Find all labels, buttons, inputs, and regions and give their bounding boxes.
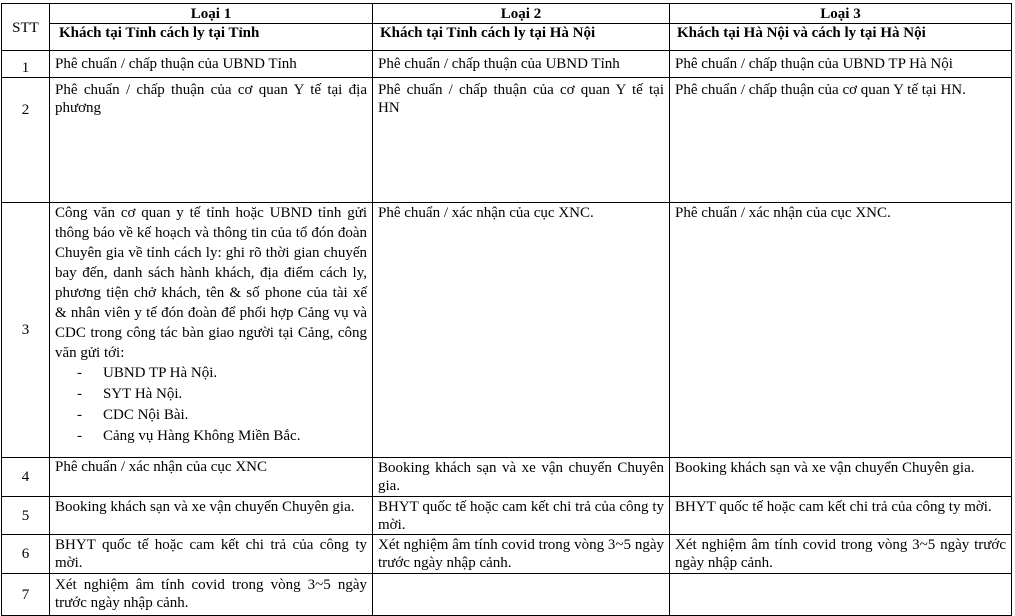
stt-cell: 2 [2, 78, 50, 203]
type-2-cell: BHYT quốc tế hoặc cam kết chi trả của công ty mời. [373, 497, 670, 535]
type-2-subtitle: Khách tại Tỉnh cách ly tại Hà Nội [373, 24, 670, 51]
type-3-cell: Phê chuẩn / chấp thuận của UBND TP Hà Nội [670, 51, 1012, 78]
table-row [2, 574, 1012, 616]
type-3-cell: BHYT quốc tế hoặc cam kết chi trả của công ty mời. [670, 497, 1012, 535]
type-1-cell [50, 203, 373, 458]
recipient-list [55, 363, 367, 447]
type-3-cell [670, 574, 1012, 616]
type-2-cell [373, 574, 670, 616]
list-item: - CDC Nội Bài. [77, 405, 367, 426]
table-row [2, 78, 1012, 203]
list-item: - Cảng vụ Hàng Không Miền Bắc. [77, 426, 367, 447]
type-2-cell: Phê chuẩn / chấp thuận của UBND Tỉnh [373, 51, 670, 78]
type-2-cell: Booking khách sạn và xe vận chuyển Chuyên gia. [373, 458, 670, 497]
type-1-cell: Booking khách sạn và xe vận chuyển Chuyên gia. [50, 497, 373, 535]
type-1-cell: Phê chuẩn / chấp thuận của UBND Tỉnh [50, 51, 373, 78]
stt-cell: 7 [2, 574, 50, 616]
type-2-cell: Xét nghiệm âm tính covid trong vòng 3~5 ngày trước ngày nhập cảnh. [373, 535, 670, 574]
type-3-subtitle: Khách tại Hà Nội và cách ly tại Hà Nội [670, 24, 1012, 51]
stt-cell: 1 [2, 51, 50, 78]
type-2-cell: Phê chuẩn / xác nhận của cục XNC. [373, 203, 670, 458]
type-3-cell: Xét nghiệm âm tính covid trong vòng 3~5 ngày trước ngày nhập cảnh. [670, 535, 1012, 574]
type-1-cell: Xét nghiệm âm tính covid trong vòng 3~5 ngày trước ngày nhập cảnh. [50, 574, 373, 616]
table-row [2, 497, 1012, 535]
table-row [2, 535, 1012, 574]
type-1-text: Công văn cơ quan y tế tỉnh hoặc UBND tỉnh gửi thông báo về kế hoạch và thông tin của tổ đón đoàn Chuyên gia về tỉnh cách ly: ghi rõ thời gian chuyến bay đến, danh sách hành khách, địa điểm cách ly, phương tiện chở khách, tên & số phone của tài xế & nhân viên y tế đón đoàn để phối hợp Cảng vụ và CDC trong công tác bàn giao người tại Cảng, công văn gửi tới: [55, 205, 367, 361]
subheader-row [2, 24, 1012, 51]
list-item: - SYT Hà Nội. [77, 384, 367, 405]
type-3-cell: Phê chuẩn / chấp thuận của cơ quan Y tế tại HN. [670, 78, 1012, 203]
type-1-label: Loại 1 [50, 4, 373, 24]
type-1-cell: Phê chuẩn / xác nhận của cục XNC [50, 458, 373, 497]
stt-cell: 6 [2, 535, 50, 574]
table-row [2, 51, 1012, 78]
type-2-label: Loại 2 [373, 4, 670, 24]
stt-header: STT [2, 4, 50, 51]
table-row [2, 203, 1012, 458]
header-row [2, 4, 1012, 24]
type-1-cell: Phê chuẩn / chấp thuận của cơ quan Y tế tại địa phương [50, 78, 373, 203]
type-3-cell: Phê chuẩn / xác nhận của cục XNC. [670, 203, 1012, 458]
stt-cell: 4 [2, 458, 50, 497]
list-item: - UBND TP Hà Nội. [77, 363, 367, 384]
type-3-cell: Booking khách sạn và xe vận chuyển Chuyên gia. [670, 458, 1012, 497]
stt-cell: 3 [2, 203, 50, 458]
type-1-cell: BHYT quốc tế hoặc cam kết chi trả của công ty mời. [50, 535, 373, 574]
type-1-subtitle: Khách tại Tỉnh cách ly tại Tỉnh [50, 24, 373, 51]
table-row [2, 458, 1012, 497]
stt-cell: 5 [2, 497, 50, 535]
requirements-table [1, 3, 1012, 616]
type-2-cell: Phê chuẩn / chấp thuận của cơ quan Y tế tại HN [373, 78, 670, 203]
type-3-label: Loại 3 [670, 4, 1012, 24]
